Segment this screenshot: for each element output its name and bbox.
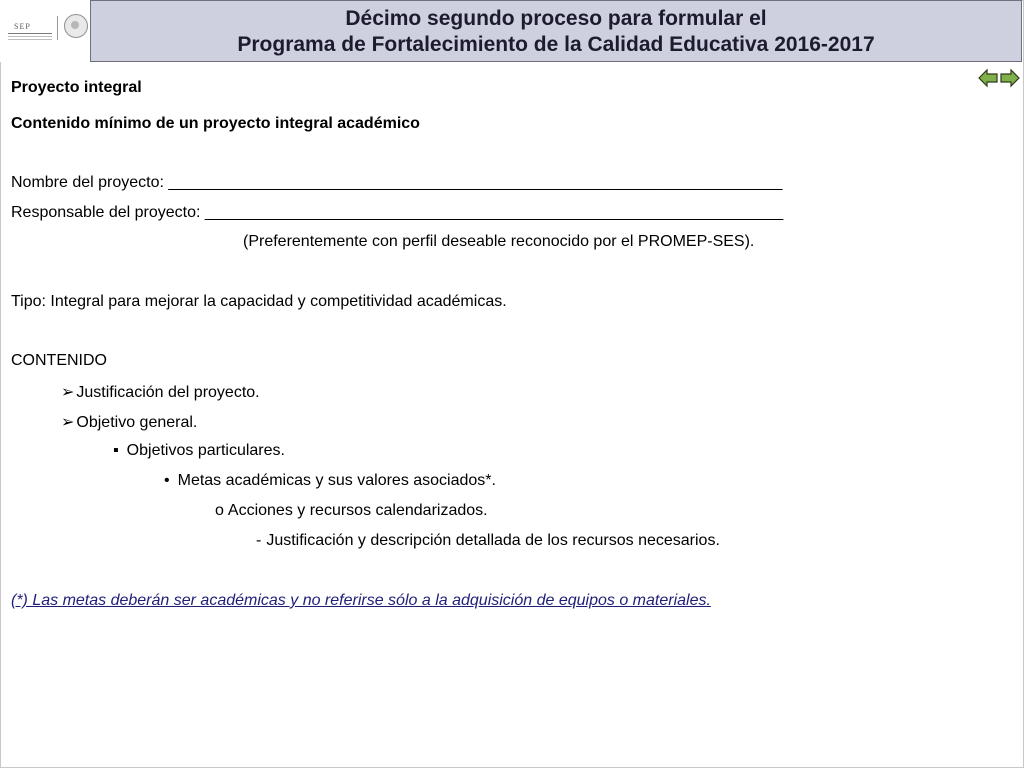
nombre-proyecto-field: Nombre del proyecto: _____________________________________________________________________ — [11, 174, 783, 191]
footnote: (*) Las metas deberán ser académicas y no referirse sólo a la adquisición de equipos o materiales. — [11, 592, 711, 609]
slide-navigation — [978, 68, 1022, 90]
logo-divider — [57, 16, 58, 40]
list-item — [256, 532, 720, 550]
list-item — [61, 412, 197, 432]
national-seal-icon — [64, 14, 88, 38]
square-bullet-icon: ▪ — [113, 442, 119, 459]
section-title: Proyecto integral — [11, 79, 142, 96]
contenido-heading: CONTENIDO — [11, 352, 107, 369]
list-item — [164, 472, 496, 490]
list-item-text: Acciones y recursos calendarizados. — [227, 502, 488, 519]
header-title-line2: Programa de Fortalecimiento de la Calidad Educativa 2016-2017 — [237, 33, 875, 56]
list-item — [215, 502, 488, 520]
sep-logo — [0, 0, 90, 62]
sep-logo-rule — [8, 33, 52, 34]
tipo-line: Tipo: Integral para mejorar la capacidad y competitividad académicas. — [11, 293, 507, 310]
list-item-text: Objetivos particulares. — [126, 442, 285, 459]
preferencia-note: (Preferentemente con perfil deseable reconocido por el PROMEP-SES). — [243, 233, 755, 250]
arrow-bullet-icon: ➢ — [61, 384, 75, 401]
sep-logo-text: SEP — [14, 22, 31, 31]
dot-bullet-icon: • — [164, 472, 170, 489]
dash-bullet-icon: - — [256, 532, 262, 549]
list-item — [113, 442, 285, 460]
sep-logo-subtext — [8, 36, 52, 40]
circle-bullet-icon: o — [215, 502, 224, 519]
arrow-bullet-icon: ➢ — [61, 414, 75, 431]
slide-header — [90, 0, 1022, 62]
list-item-text: Justificación del proyecto. — [76, 384, 260, 401]
responsable-proyecto-field: Responsable del proyecto: _________________________________________________________________ — [11, 204, 784, 221]
list-item-text: Objetivo general. — [76, 414, 198, 431]
arrow-left-icon[interactable] — [978, 68, 998, 88]
section-subtitle: Contenido mínimo de un proyecto integral académico — [11, 115, 420, 132]
header-title-line1: Décimo segundo proceso para formular el — [345, 7, 767, 30]
list-item-text: Metas académicas y sus valores asociados*. — [177, 472, 496, 489]
list-item — [61, 382, 260, 402]
arrow-right-icon[interactable] — [1000, 68, 1020, 88]
list-item-text: Justificación y descripción detallada de los recursos necesarios. — [266, 532, 720, 549]
